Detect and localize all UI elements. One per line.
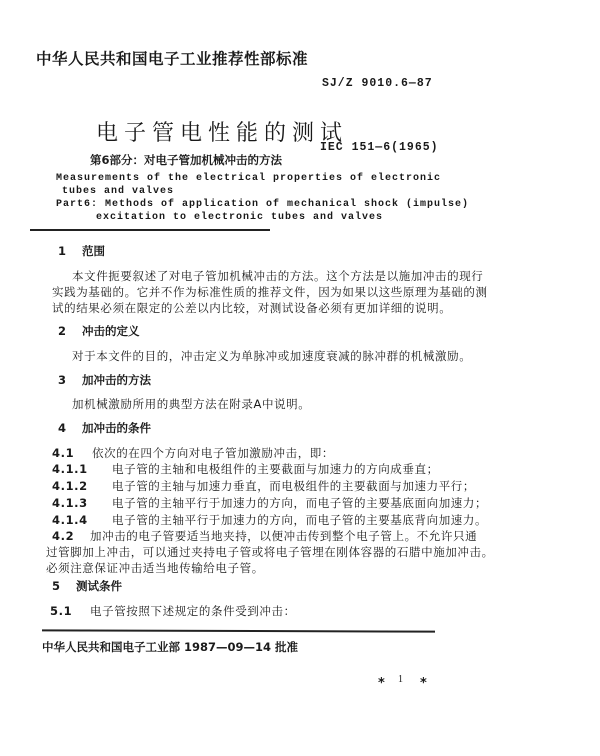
paragraph-line: 实践为基础的。它并不作为标准性质的推荐文件，因为如果以这些原理为基础的测	[52, 285, 488, 299]
section-number: 3	[58, 373, 67, 387]
section-title: 测试条件	[76, 579, 122, 593]
document-title: 电子管电性能的测试	[96, 121, 349, 146]
english-title-line: Part6: Methods of application of mechanical shock (impulse)	[56, 199, 470, 210]
page-marker-right: *	[420, 676, 427, 691]
section-title: 加冲击的方法	[82, 373, 151, 387]
paragraph-line: 本文件扼要叙述了对电子管加机械冲击的方法。这个方法是以施加冲击的现行	[72, 269, 484, 283]
clause-text: 电子管的主轴平行于加速力的方向，而电子管的主要基底面向加速力；	[112, 496, 488, 510]
clause-text: 加冲击的电子管要适当地夹持，以便冲击传到整个电子管上。不允许只通	[90, 529, 478, 543]
clause-number: 4.1.2	[52, 479, 88, 493]
section-number: 2	[58, 324, 67, 338]
clause-number: 4.1.4	[52, 513, 88, 527]
document-subtitle: 第6部分：对电子管加机械冲击的方法	[90, 153, 282, 167]
english-title-line: tubes and valves	[62, 186, 175, 197]
section-heading-2	[58, 323, 140, 339]
section-title: 范围	[82, 244, 105, 258]
section-number: 5	[52, 579, 61, 593]
clause	[52, 478, 475, 494]
approval-line: 中华人民共和国电子工业部 1987—09—14 批准	[42, 640, 299, 654]
section-title: 加冲击的条件	[82, 421, 151, 435]
paragraph-line: 试的结果必须在限定的公差以内比较，对测试设备必须有更加详细的说明。	[52, 301, 452, 315]
clause	[52, 461, 439, 477]
paragraph-line: 过管脚加上冲击，可以通过夹持电子管或将电子管埋在刚体容器的石腊中施加冲击。	[46, 545, 494, 559]
section-title: 冲击的定义	[82, 324, 140, 338]
page-number: 1	[398, 674, 403, 685]
section-number: 1	[58, 244, 67, 258]
section-heading-3	[58, 372, 151, 388]
clause-number: 4.1.3	[52, 496, 88, 510]
paragraph-line: 加机械激励所用的典型方法在附录A中说明。	[72, 397, 311, 411]
footer-divider	[42, 629, 435, 632]
clause-text: 电子管的主轴和电极组件的主要截面与加速力的方向成垂直；	[112, 462, 439, 476]
clause-text: 依次的在四个方向对电子管加激励冲击，即：	[92, 446, 334, 460]
clause	[50, 603, 296, 619]
section-heading-5	[52, 578, 122, 594]
paragraph-line: 必须注意保证冲击适当地传输给电子管。	[46, 561, 264, 575]
clause-number: 5.1	[50, 604, 73, 618]
page-marker-left: *	[378, 676, 385, 691]
clause-text: 电子管的主轴平行于加速力的方向，而电子管的主要基底背向加速力。	[112, 513, 488, 527]
section-heading-4	[58, 420, 151, 436]
iec-code: IEC 151—6(1965)	[320, 141, 439, 154]
clause-number: 4.2	[52, 529, 75, 543]
clause-text: 电子管按照下述规定的条件受到冲击：	[90, 604, 296, 618]
clause-number: 4.1.1	[52, 462, 88, 476]
section-number: 4	[58, 421, 67, 435]
standard-code: SJ/Z 9010.6—87	[322, 77, 433, 90]
issuer-title: 中华人民共和国电子工业推荐性部标准	[36, 50, 309, 68]
clause	[52, 495, 487, 511]
clause	[52, 445, 334, 461]
clause	[52, 528, 477, 544]
english-title-line: excitation to electronic tubes and valves	[96, 212, 384, 223]
section-heading-1	[58, 243, 105, 259]
clause-text: 电子管的主轴与加速力垂直，而电极组件的主要截面与加速力平行；	[112, 479, 475, 493]
english-title-line: Measurements of the electrical properties of electronic	[56, 173, 442, 184]
clause-number: 4.1	[52, 446, 75, 460]
header-divider	[30, 229, 270, 231]
paragraph-line: 对于本文件的目的，冲击定义为单脉冲或加速度衰减的脉冲群的机械激励。	[72, 349, 472, 363]
clause	[52, 512, 487, 528]
